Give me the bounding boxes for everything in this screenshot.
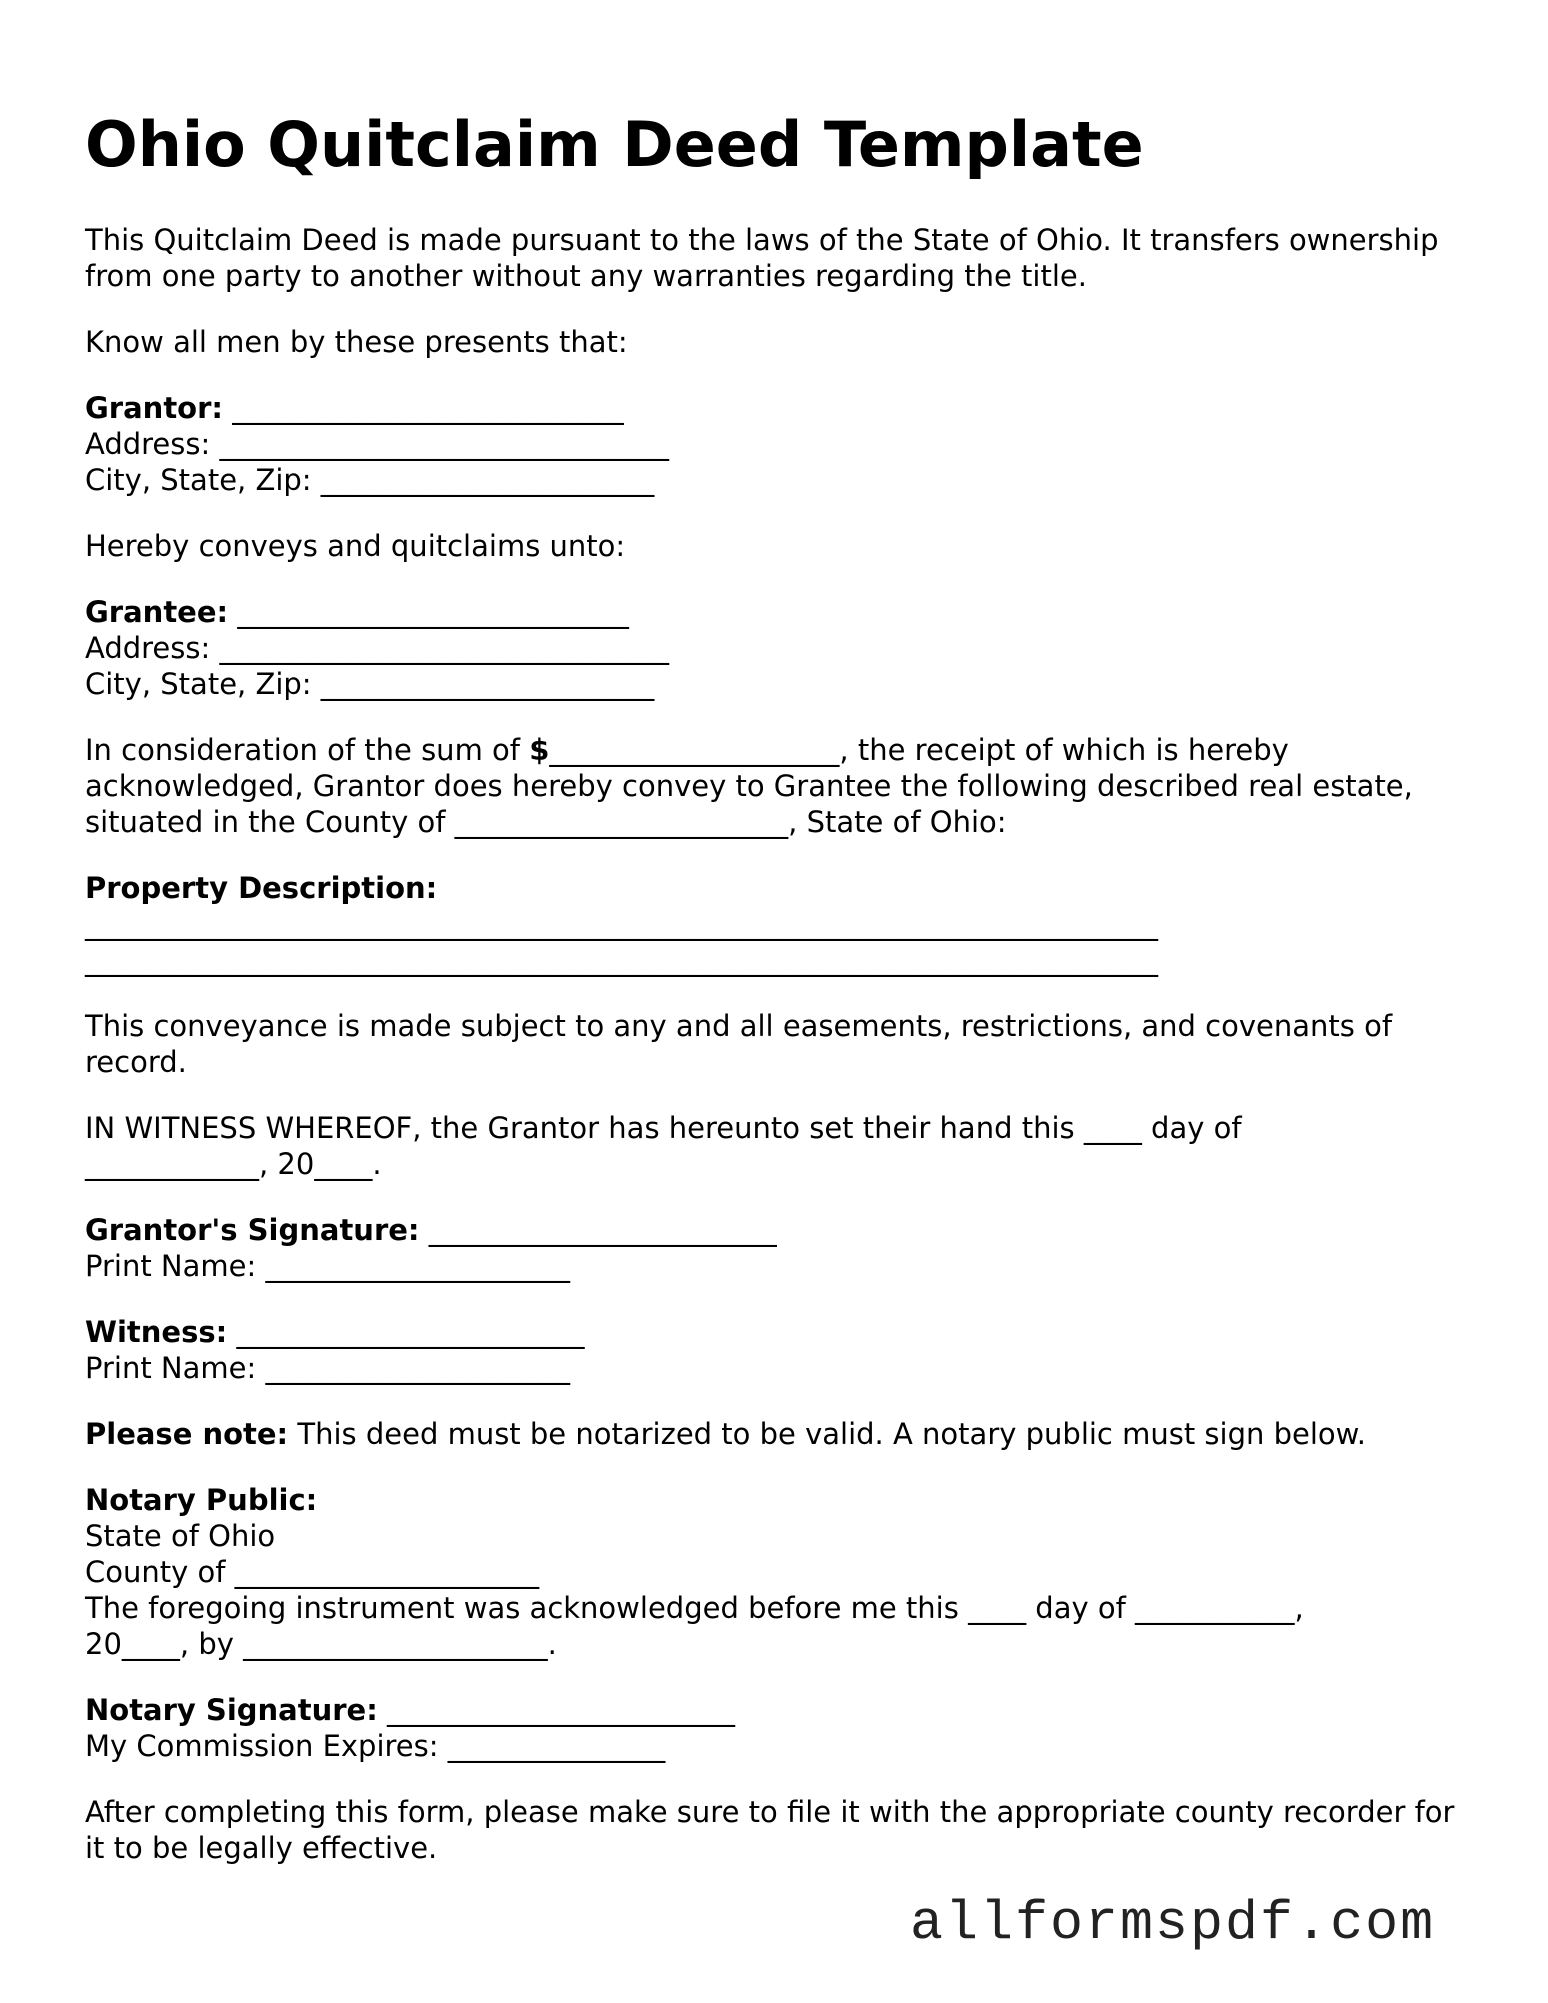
dollar-sign: $ xyxy=(529,733,550,767)
subject-paragraph: This conveyance is made subject to any and all easements, restrictions, and covenants of record. xyxy=(85,1009,1393,1079)
notary-signature-section xyxy=(85,1692,1465,1764)
notary-by-line: 20____, by _____________________. xyxy=(85,1627,557,1661)
grantor-name-blank: ___________________________ xyxy=(223,391,624,425)
notary-county: County of _____________________ xyxy=(85,1555,540,1589)
please-note-text: This deed must be notarized to be valid. A notary public must sign below. xyxy=(288,1417,1366,1451)
notary-section xyxy=(85,1482,1465,1662)
grantor-name-line xyxy=(85,390,1465,426)
commission-expires: My Commission Expires: _______________ xyxy=(85,1729,666,1763)
closing-paragraph: After completing this form, please make sure to file it with the appropriate county recorder for it to be legally effective. xyxy=(85,1795,1455,1865)
grantor-print-name: Print Name: _____________________ xyxy=(85,1249,570,1283)
watermark: allformspdf.com xyxy=(910,1892,1436,1955)
witness-section xyxy=(85,1314,1465,1386)
document-body xyxy=(85,222,1465,1896)
property-description-label: Property Description: xyxy=(85,871,438,905)
witness-signature-blank: ________________________ xyxy=(227,1315,585,1349)
page-title: Ohio Quitclaim Deed Template xyxy=(85,108,1144,181)
notary-acknowledged-line: The foregoing instrument was acknowledged before me this ____ day of ___________, xyxy=(85,1591,1304,1625)
grantor-signature-label: Grantor's Signature: xyxy=(85,1213,420,1247)
grantee-address: Address: _______________________________ xyxy=(85,631,669,665)
consideration-after: ____________________, the receipt of which is hereby acknowledged, Grantor does hereby convey to Grantee the following described real estate, situated in the County of _______________________, State of Ohio: xyxy=(85,733,1413,839)
property-section xyxy=(85,870,1465,978)
grantee-name-line xyxy=(85,594,1465,630)
grantee-label: Grantee: xyxy=(85,595,229,629)
notary-signature-blank: ________________________ xyxy=(377,1693,736,1727)
grantee-name-blank: ___________________________ xyxy=(228,595,629,629)
grantee-city-state-zip: City, State, Zip: _______________________ xyxy=(85,667,655,701)
notary-public-label: Notary Public: xyxy=(85,1483,318,1517)
notary-state: State of Ohio xyxy=(85,1519,276,1553)
notary-signature-line xyxy=(85,1692,1465,1728)
witness-signature-line xyxy=(85,1314,1465,1350)
witness-whereof-line-1: IN WITNESS WHEREOF, the Grantor has hereunto set their hand this ____ day of xyxy=(85,1111,1242,1145)
witness-whereof-line-2: ____________, 20____. xyxy=(85,1147,382,1181)
witness-print-name: Print Name: _____________________ xyxy=(85,1351,570,1385)
grantor-signature-section xyxy=(85,1212,1465,1284)
property-line-1: __________________________________________________________________________ xyxy=(85,907,1158,941)
grantee-section xyxy=(85,594,1465,702)
please-note-paragraph xyxy=(85,1416,1465,1452)
grantor-signature-line xyxy=(85,1212,1465,1248)
grantor-label: Grantor: xyxy=(85,391,224,425)
witness-whereof-paragraph xyxy=(85,1110,1465,1182)
grantor-signature-blank: ________________________ xyxy=(419,1213,777,1247)
consideration-before: In consideration of the sum of xyxy=(85,733,530,767)
know-all-line: Know all men by these presents that: xyxy=(85,325,628,359)
intro-paragraph: This Quitclaim Deed is made pursuant to the laws of the State of Ohio. It transfers ownership from one party to another without any warranties regarding the title. xyxy=(85,223,1439,293)
consideration-paragraph xyxy=(85,732,1465,840)
witness-label: Witness: xyxy=(85,1315,228,1349)
grantor-section xyxy=(85,390,1465,498)
property-line-2: __________________________________________________________________________ xyxy=(85,943,1158,977)
please-note-label: Please note: xyxy=(85,1417,289,1451)
notary-signature-label: Notary Signature: xyxy=(85,1693,378,1727)
grantor-city-state-zip: City, State, Zip: _______________________ xyxy=(85,463,655,497)
conveys-line: Hereby conveys and quitclaims unto: xyxy=(85,529,626,563)
grantor-address: Address: _______________________________ xyxy=(85,427,669,461)
